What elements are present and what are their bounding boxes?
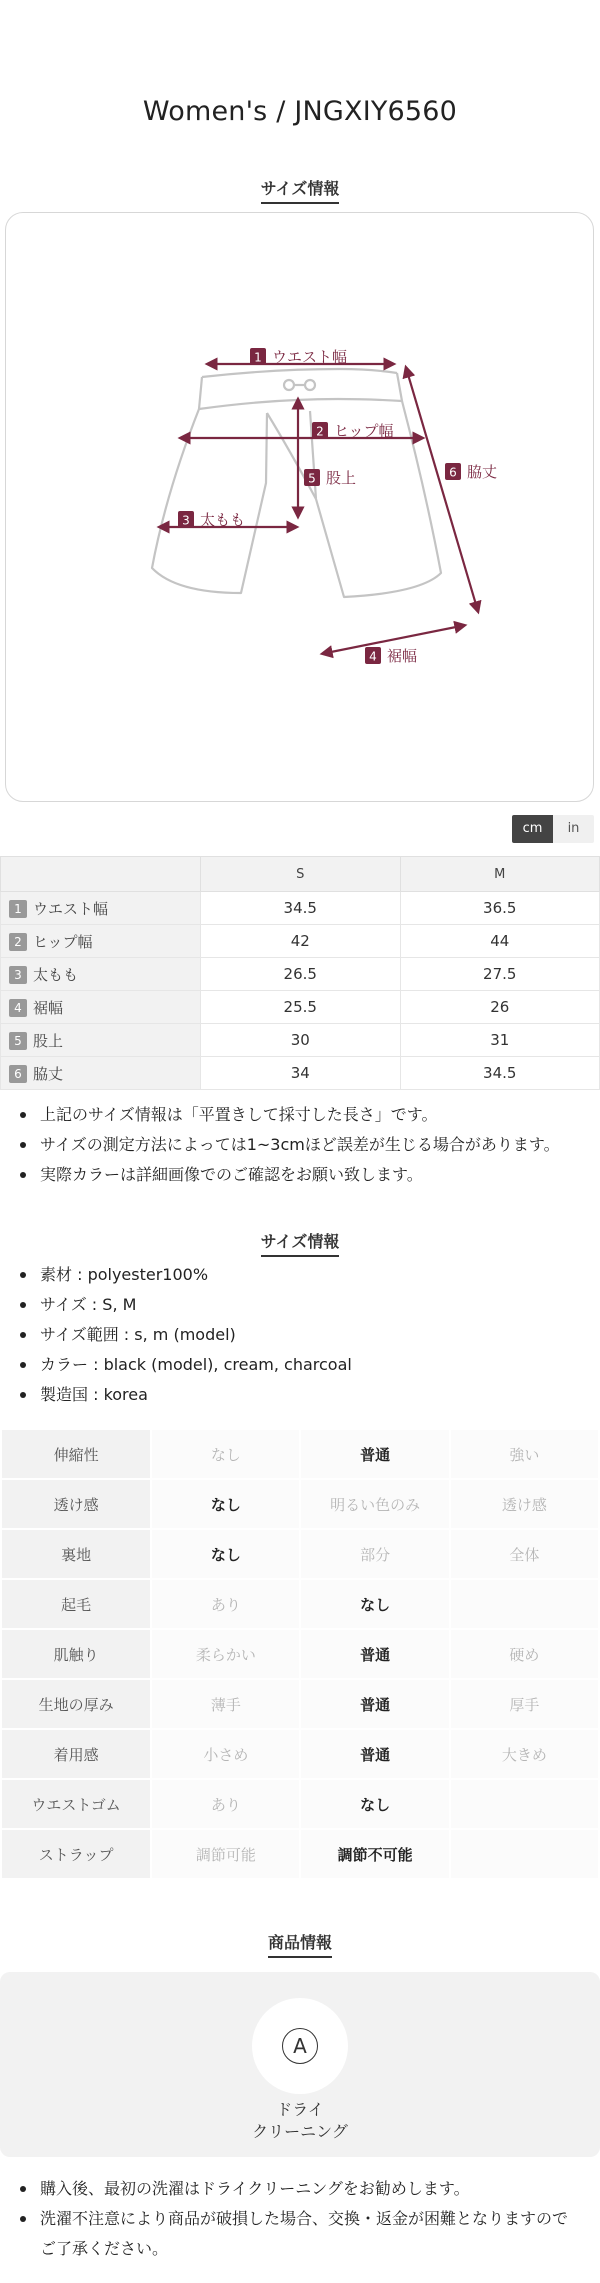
row-number-badge: 6 bbox=[9, 1065, 27, 1083]
attribute-option-selected: なし bbox=[151, 1479, 300, 1529]
attribute-label: 起毛 bbox=[1, 1579, 151, 1629]
size-column-header: S bbox=[201, 857, 401, 892]
size-info-heading: サイズ情報 bbox=[0, 176, 600, 204]
care-notes-list bbox=[40, 2174, 568, 2264]
svg-text:裾幅: 裾幅 bbox=[387, 647, 418, 665]
attribute-label: 伸縮性 bbox=[1, 1429, 151, 1479]
table-row bbox=[1, 1679, 599, 1729]
table-cell: 26.5 bbox=[201, 958, 401, 991]
attribute-option: 部分 bbox=[300, 1529, 449, 1579]
table-row bbox=[1, 1529, 599, 1579]
table-cell: 36.5 bbox=[400, 892, 600, 925]
row-number-badge: 3 bbox=[9, 966, 27, 984]
row-label: ヒップ幅 bbox=[33, 932, 93, 951]
attribute-label: 着用感 bbox=[1, 1729, 151, 1779]
attribute-option: 薄手 bbox=[151, 1679, 300, 1729]
size-notes-list bbox=[40, 1100, 560, 1190]
product-title: Women's / JNGXIY6560 bbox=[142, 96, 458, 127]
svg-text:太もも: 太もも bbox=[200, 511, 246, 529]
svg-text:4: 4 bbox=[369, 649, 377, 664]
dry-clean-icon: A bbox=[282, 2028, 318, 2064]
row-number-badge: 5 bbox=[9, 1032, 27, 1050]
table-cell: 27.5 bbox=[400, 958, 600, 991]
table-row bbox=[1, 991, 600, 1024]
list-item: 洗濯不注意により商品が破損した場合、交換・返金が困難となりますので ご了承ください。 bbox=[40, 2204, 568, 2264]
size-table-corner bbox=[1, 857, 201, 892]
table-row bbox=[1, 1779, 599, 1829]
svg-text:股上: 股上 bbox=[326, 469, 357, 487]
size-table-header bbox=[1, 857, 600, 892]
label-hem bbox=[365, 647, 417, 665]
attribute-label: 肌触り bbox=[1, 1629, 151, 1679]
svg-text:6: 6 bbox=[449, 465, 457, 480]
shorts-outline bbox=[152, 369, 441, 597]
table-cell: 42 bbox=[201, 925, 401, 958]
list-item: 上記のサイズ情報は「平置きして採寸した長さ」です。 bbox=[40, 1100, 560, 1130]
row-label: 脇丈 bbox=[33, 1064, 64, 1083]
list-item: サイズ : S, M bbox=[40, 1290, 352, 1320]
attribute-option bbox=[450, 1579, 599, 1629]
attribute-option: 大きめ bbox=[450, 1729, 599, 1779]
svg-text:2: 2 bbox=[316, 424, 324, 439]
row-label: ウエスト幅 bbox=[33, 899, 109, 918]
row-label: 股上 bbox=[33, 1031, 64, 1050]
row-number-badge: 1 bbox=[9, 900, 27, 918]
product-info-heading: 商品情報 bbox=[0, 1930, 600, 1958]
attribute-option: あり bbox=[151, 1579, 300, 1629]
list-item: サイズ範囲 : s, m (model) bbox=[40, 1320, 352, 1350]
table-cell: 31 bbox=[400, 1024, 600, 1057]
list-item: 素材 : polyester100% bbox=[40, 1260, 352, 1290]
attribute-option: 小さめ bbox=[151, 1729, 300, 1779]
row-number-badge: 4 bbox=[9, 999, 27, 1017]
table-cell: 26 bbox=[400, 991, 600, 1024]
svg-text:3: 3 bbox=[182, 513, 190, 528]
size-column-header: M bbox=[400, 857, 600, 892]
attribute-label: ウエストゴム bbox=[1, 1779, 151, 1829]
attribute-label: 透け感 bbox=[1, 1479, 151, 1529]
table-cell: 34.5 bbox=[400, 1057, 600, 1090]
attribute-option-selected: 普通 bbox=[300, 1429, 449, 1479]
attribute-option-selected: なし bbox=[151, 1529, 300, 1579]
table-row bbox=[1, 1479, 599, 1529]
table-cell: 34 bbox=[201, 1057, 401, 1090]
label-length bbox=[445, 463, 497, 481]
table-cell: 25.5 bbox=[201, 991, 401, 1024]
table-row bbox=[1, 892, 600, 925]
label-rise bbox=[304, 469, 356, 487]
attribute-option: 調節可能 bbox=[151, 1829, 300, 1879]
list-item: 実際カラーは詳細画像でのご確認をお願い致します。 bbox=[40, 1160, 560, 1190]
attribute-option-selected: なし bbox=[300, 1579, 449, 1629]
attribute-option-selected: 普通 bbox=[300, 1729, 449, 1779]
attribute-option-selected: 普通 bbox=[300, 1679, 449, 1729]
attribute-option: 透け感 bbox=[450, 1479, 599, 1529]
attribute-option: 柔らかい bbox=[151, 1629, 300, 1679]
shorts-diagram-svg bbox=[6, 213, 595, 803]
size-info-heading-2: サイズ情報 bbox=[0, 1229, 600, 1257]
attribute-option bbox=[450, 1829, 599, 1879]
size-diagram bbox=[5, 212, 594, 802]
list-item: 製造国 : korea bbox=[40, 1380, 352, 1410]
list-item: サイズの測定方法によっては1~3cmほど誤差が生じる場合があります。 bbox=[40, 1130, 560, 1160]
unit-in-button[interactable]: in bbox=[553, 815, 594, 843]
list-item: カラー : black (model), cream, charcoal bbox=[40, 1350, 352, 1380]
unit-toggle bbox=[512, 815, 594, 843]
label-hip bbox=[312, 422, 394, 440]
table-cell: 34.5 bbox=[201, 892, 401, 925]
svg-text:5: 5 bbox=[308, 471, 316, 486]
svg-text:脇丈: 脇丈 bbox=[467, 463, 498, 481]
row-number-badge: 2 bbox=[9, 933, 27, 951]
care-instructions-box bbox=[0, 1972, 600, 2157]
attribute-option: 厚手 bbox=[450, 1679, 599, 1729]
table-row bbox=[1, 1429, 599, 1479]
attribute-label: ストラップ bbox=[1, 1829, 151, 1879]
attribute-option bbox=[450, 1779, 599, 1829]
svg-text:ヒップ幅: ヒップ幅 bbox=[334, 422, 394, 440]
unit-cm-button[interactable]: cm bbox=[512, 815, 553, 843]
row-label: 裾幅 bbox=[33, 998, 64, 1017]
table-row bbox=[1, 1057, 600, 1090]
svg-text:ウエスト幅: ウエスト幅 bbox=[272, 348, 348, 366]
attribute-option-selected: なし bbox=[300, 1779, 449, 1829]
attribute-option: 全体 bbox=[450, 1529, 599, 1579]
table-row bbox=[1, 1024, 600, 1057]
table-row bbox=[1, 925, 600, 958]
attribute-option: あり bbox=[151, 1779, 300, 1829]
attribute-option: 硬め bbox=[450, 1629, 599, 1679]
label-thigh bbox=[178, 511, 245, 529]
attribute-label: 生地の厚み bbox=[1, 1679, 151, 1729]
row-label: 太もも bbox=[33, 965, 79, 984]
table-cell: 30 bbox=[201, 1024, 401, 1057]
list-item: 購入後、最初の洗濯はドライクリーニングをお勧めします。 bbox=[40, 2174, 568, 2204]
attribute-option: 明るい色のみ bbox=[300, 1479, 449, 1529]
care-symbol-circle bbox=[252, 1998, 348, 2094]
svg-text:1: 1 bbox=[254, 350, 262, 365]
attribute-option-selected: 普通 bbox=[300, 1629, 449, 1679]
care-label: ドライ クリーニング bbox=[252, 2100, 348, 2141]
table-row bbox=[1, 1829, 599, 1879]
attribute-label: 裏地 bbox=[1, 1529, 151, 1579]
attribute-option: 強い bbox=[450, 1429, 599, 1479]
product-specs-list bbox=[40, 1260, 352, 1410]
table-row bbox=[1, 1629, 599, 1679]
table-cell: 44 bbox=[400, 925, 600, 958]
fabric-attributes-table bbox=[0, 1428, 600, 1880]
attribute-option: なし bbox=[151, 1429, 300, 1479]
attribute-option-selected: 調節不可能 bbox=[300, 1829, 449, 1879]
table-row bbox=[1, 1729, 599, 1779]
label-waist bbox=[250, 348, 347, 366]
size-table bbox=[0, 856, 600, 1090]
table-row bbox=[1, 958, 600, 991]
table-row bbox=[1, 1579, 599, 1629]
